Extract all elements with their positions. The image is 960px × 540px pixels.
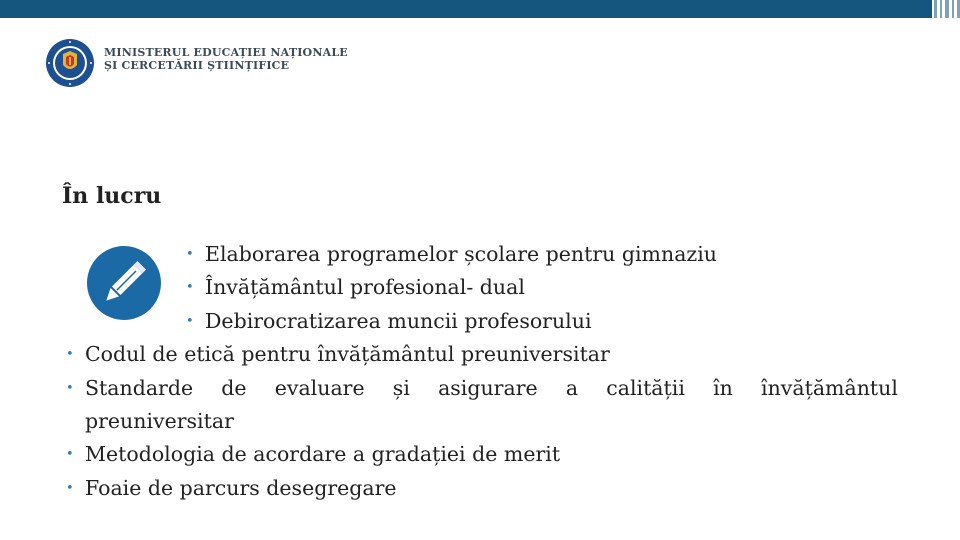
slide-title: În lucru: [62, 183, 162, 209]
list-item: [0, 238, 960, 271]
word: a: [565, 375, 579, 400]
ministry-name-line1: MINISTERUL EDUCAȚIEI NAȚIONALE: [104, 46, 348, 59]
bullet-text: Foaie de parcurs desegregare: [85, 475, 397, 500]
bullet-text: Debirocratizarea muncii profesorului: [205, 308, 592, 333]
list-item: [0, 438, 960, 471]
bullet-dot: •: [186, 247, 194, 262]
bullet-text: Învățământul profesional- dual: [205, 275, 525, 300]
bullet-dot: •: [186, 313, 194, 329]
ministry-name-line2: ȘI CERCETĂRII ȘTIINȚIFICE: [104, 59, 290, 72]
bullet-text: Elaborarea programelor școlare pentru gimnaziu: [205, 242, 717, 266]
word: calității: [606, 375, 685, 400]
bullet-dot: •: [66, 480, 74, 496]
bullet-text-line2: preuniversitar: [85, 408, 234, 433]
list-item: [0, 338, 960, 371]
list-item: [0, 372, 960, 439]
word: de: [221, 375, 247, 400]
corner-stripes: [934, 0, 960, 18]
word: și: [392, 375, 410, 400]
bullet-dot: •: [66, 347, 74, 363]
word: în: [713, 375, 733, 400]
bullet-text: Codul de etică pentru învățământul preuniversitar: [85, 342, 610, 367]
list-item: [0, 271, 960, 304]
bullet-text-line1: [85, 372, 898, 405]
word: evaluare: [274, 375, 365, 400]
bullet-list: [0, 238, 960, 505]
top-accent-bar: [0, 0, 932, 18]
bullet-dot: •: [66, 380, 74, 396]
bullet-dot: •: [186, 280, 194, 296]
list-item: [0, 305, 960, 338]
word: Standarde: [85, 375, 194, 400]
bullet-dot: •: [66, 447, 74, 463]
romanian-government-seal-icon: [45, 38, 95, 88]
word: învățământul: [761, 375, 898, 400]
word: asigurare: [438, 375, 538, 400]
ministry-name: [104, 46, 348, 72]
list-item: [0, 472, 960, 505]
bullet-text: Metodologia de acordare a gradației de merit: [85, 442, 561, 467]
